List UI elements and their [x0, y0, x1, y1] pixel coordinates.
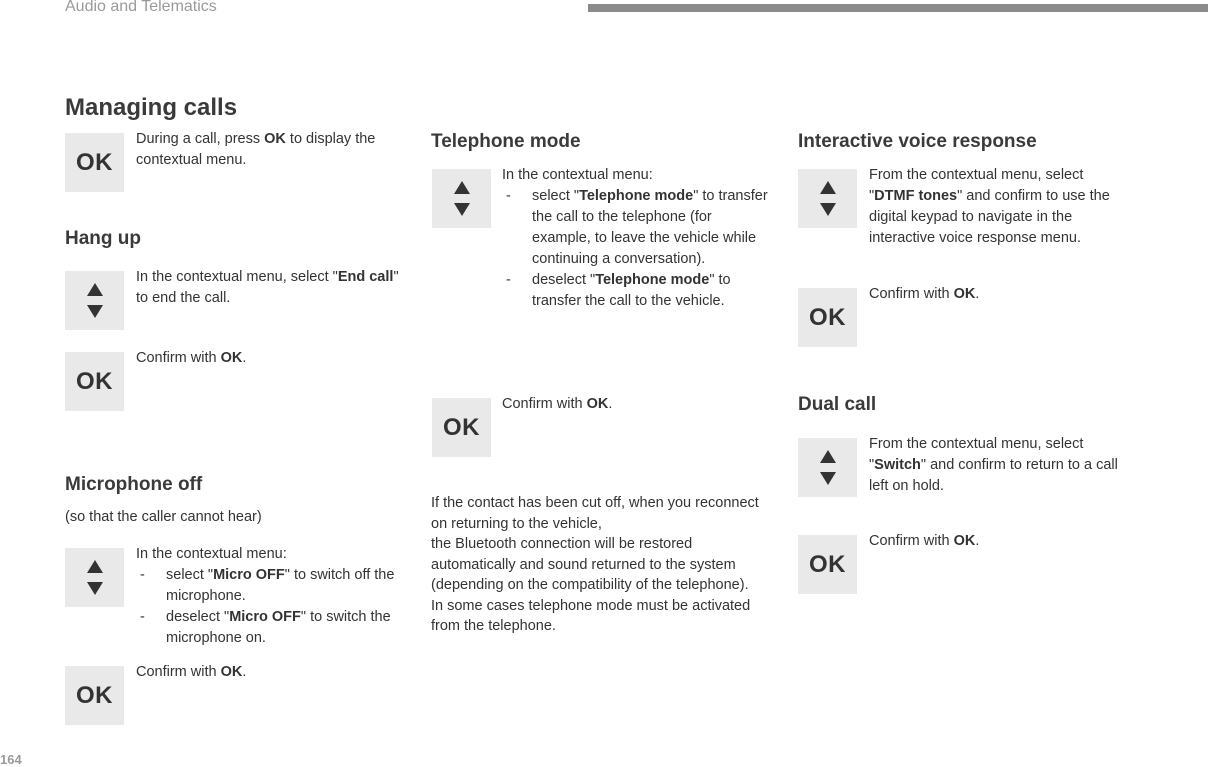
- up-down-arrows-icon: [432, 169, 491, 228]
- arrow-up-icon: [820, 450, 836, 463]
- arrow-up-icon: [87, 283, 103, 296]
- list-item: - select "Micro OFF" to switch off the microphone.: [136, 565, 406, 607]
- telephone-mode-heading: Telephone mode: [431, 131, 581, 152]
- up-down-arrows-icon: [798, 169, 857, 228]
- arrow-down-icon: [454, 203, 470, 216]
- ok-key-icon: [65, 133, 124, 192]
- microphone-off-note: (so that the caller cannot hear): [65, 509, 262, 525]
- telephone-mode-note: If the contact has been cut off, when you reconnect on returning to the vehicle, the Bluetooth connection will be restored automatically and sound returned to the system (depending on the compatibility of the telephone). In some cases telephone mode must be activated from the telephone.: [431, 495, 759, 634]
- ok-key-icon: [65, 666, 124, 725]
- list-item: - select "Telephone mode" to transfer the call to the telephone (for example, to leave the vehicle while continuing a conversation).: [502, 186, 772, 270]
- arrow-down-icon: [820, 472, 836, 485]
- list-item: - deselect "Micro OFF" to switch the microphone on.: [136, 607, 406, 649]
- header-title: Audio and Telematics: [65, 0, 217, 15]
- telephone-mode-menu: In the contextual menu: - select "Telephone mode" to transfer the call to the telephone (for example, to leave the vehicle while continuing a conversation). - deselect "Telephone mode" to transfer the call to the vehicle.: [502, 165, 772, 312]
- ivr-step: From the contextual menu, select "DTMF tones" and confirm to use the digital keypad to navigate in the interactive voice response menu.: [869, 167, 1110, 246]
- microphone-off-confirm: Confirm with OK.: [136, 664, 247, 680]
- page-number: 164: [0, 752, 22, 767]
- microphone-off-menu: In the contextual menu: - select "Micro OFF" to switch off the microphone. - deselect "Micro OFF" to switch the microphone on.: [136, 544, 406, 649]
- ok-key-label: OK: [443, 413, 480, 441]
- arrow-down-icon: [87, 305, 103, 318]
- ivr-confirm: Confirm with OK.: [869, 286, 980, 302]
- ok-key-label: OK: [809, 303, 846, 331]
- dual-call-step: From the contextual menu, select "Switch" and confirm to return to a call left on hold.: [869, 436, 1118, 494]
- arrow-up-icon: [454, 181, 470, 194]
- arrow-down-icon: [87, 582, 103, 595]
- up-down-arrows-icon: [798, 438, 857, 497]
- header-bar: [588, 4, 1208, 12]
- ok-key-icon: [798, 288, 857, 347]
- ok-key-label: OK: [76, 148, 113, 176]
- ok-key-label: OK: [809, 550, 846, 578]
- dual-call-heading: Dual call: [798, 394, 877, 415]
- ok-key-icon: [798, 535, 857, 594]
- arrow-up-icon: [87, 560, 103, 573]
- page-title: Managing calls: [65, 94, 238, 121]
- ok-key-icon: [65, 352, 124, 411]
- hang-up-step: In the contextual menu, select "End call" to end the call.: [136, 269, 399, 306]
- ok-key-icon: [432, 398, 491, 457]
- list-item: - deselect "Telephone mode" to transfer the call to the vehicle.: [502, 270, 772, 312]
- up-down-arrows-icon: [65, 271, 124, 330]
- hang-up-confirm: Confirm with OK.: [136, 350, 247, 366]
- ok-key-label: OK: [76, 367, 113, 395]
- arrow-up-icon: [820, 181, 836, 194]
- up-down-arrows-icon: [65, 548, 124, 607]
- intro-text: During a call, press OK to display the contextual menu.: [136, 131, 376, 168]
- dual-call-confirm: Confirm with OK.: [869, 533, 980, 549]
- arrow-down-icon: [820, 203, 836, 216]
- telephone-mode-confirm: Confirm with OK.: [502, 396, 613, 412]
- hang-up-heading: Hang up: [65, 228, 141, 249]
- microphone-off-heading: Microphone off: [65, 474, 203, 495]
- ok-key-label: OK: [76, 681, 113, 709]
- ivr-heading: Interactive voice response: [798, 131, 1037, 152]
